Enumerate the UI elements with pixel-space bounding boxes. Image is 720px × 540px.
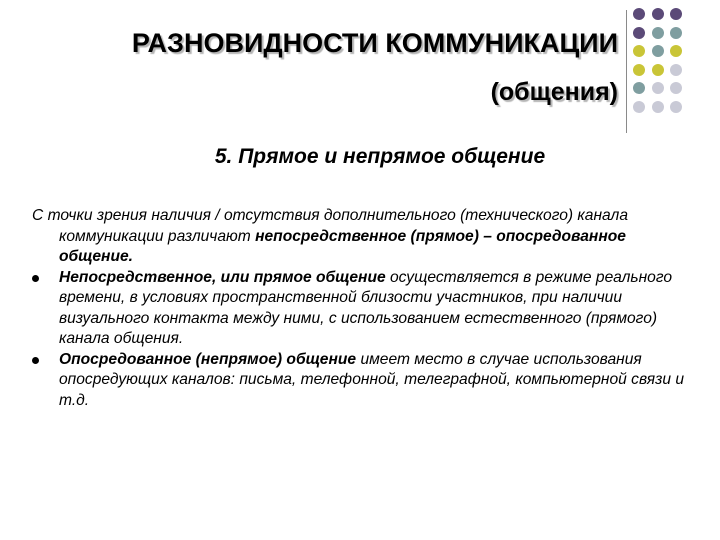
decorative-dot bbox=[633, 82, 645, 94]
decorative-dot bbox=[633, 45, 645, 57]
decorative-dot bbox=[652, 101, 664, 113]
intro-paragraph bbox=[32, 206, 704, 268]
page-title-subtitle: (общения) bbox=[490, 78, 618, 106]
decorative-dot bbox=[633, 64, 645, 76]
list-item-bold: Опосредованное (непрямое) общение bbox=[59, 350, 357, 368]
decorative-dot bbox=[670, 82, 682, 94]
intro-text: С точки зрения наличия / отсутствия дополнительного (технического) канала коммуникации различают bbox=[32, 207, 629, 245]
list-item-text: осуществляется в режиме реального времени, в условиях пространственной близости участников, при наличии визуального контакта между ними, с использованием естественного (прямого) канала общения. bbox=[59, 268, 673, 347]
list-item bbox=[32, 268, 704, 350]
intro-bold-text: непосредственное (прямое) – опосредованное общение. bbox=[59, 227, 626, 265]
decorative-dot bbox=[652, 64, 664, 76]
decorative-dot bbox=[652, 82, 664, 94]
list-item bbox=[32, 350, 704, 412]
decorative-dot bbox=[670, 101, 682, 113]
decorative-dot bbox=[652, 8, 664, 20]
page-title: РАЗНОВИДНОСТИ КОММУНИКАЦИИ bbox=[131, 28, 618, 58]
decorative-dot bbox=[670, 64, 682, 76]
decorative-dot bbox=[670, 8, 682, 20]
decorative-dot bbox=[670, 45, 682, 57]
decorative-dot bbox=[633, 27, 645, 39]
bullet-icon bbox=[32, 357, 39, 364]
decorative-dot bbox=[652, 45, 664, 57]
decorative-dot bbox=[633, 101, 645, 113]
list-item-bold: Непосредственное, или прямое общение bbox=[59, 268, 386, 286]
decorative-dot bbox=[652, 27, 664, 39]
title-divider-line bbox=[626, 10, 627, 133]
list-item-text: имеет место в случае использования опосредующих каналов: письма, телефонной, телеграфной, компьютерной связи и т.д. bbox=[59, 350, 685, 409]
section-heading: 5. Прямое и непрямое общение bbox=[214, 145, 546, 168]
bullet-icon bbox=[32, 275, 39, 282]
decorative-dot bbox=[670, 27, 682, 39]
decorative-dot bbox=[633, 8, 645, 20]
content-body bbox=[32, 206, 704, 411]
